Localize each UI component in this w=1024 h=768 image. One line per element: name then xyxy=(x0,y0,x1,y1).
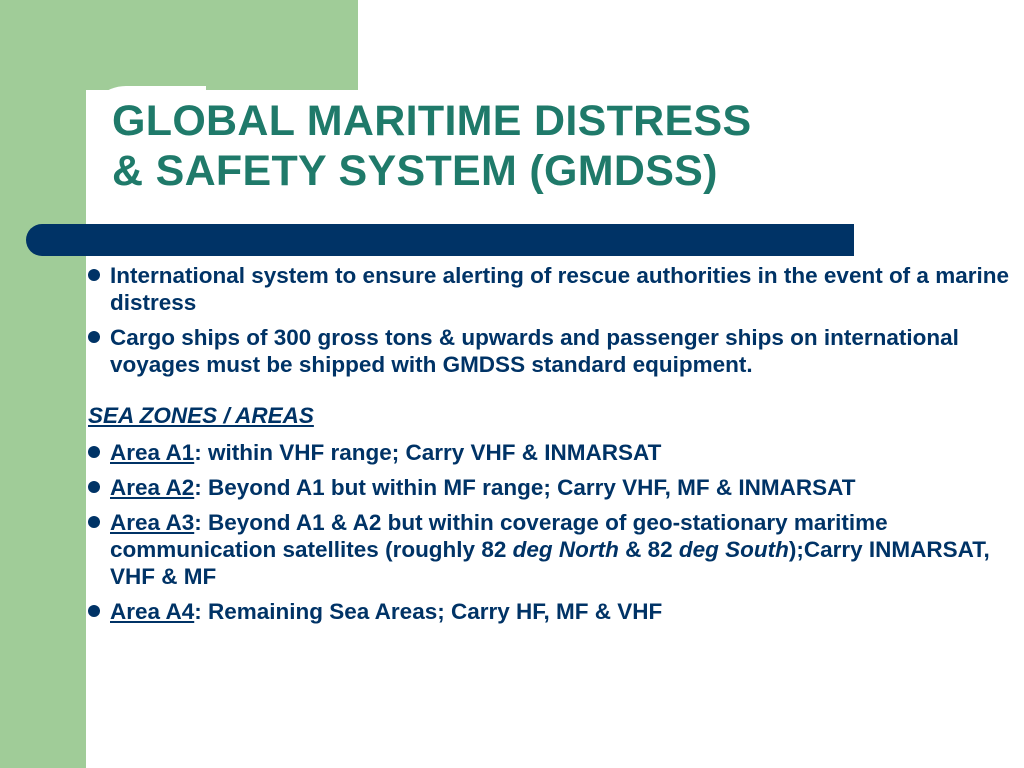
bullet-text: International system to ensure alerting of rescue authorities in the event of a marine distress xyxy=(110,263,1009,315)
area-name: Area A3 xyxy=(110,510,195,535)
area-description-italic: deg North xyxy=(512,537,619,562)
bullet-dot-icon xyxy=(88,331,100,343)
area-item-a3 xyxy=(88,509,1013,590)
slide-title xyxy=(112,96,992,196)
area-description: : Remaining Sea Areas; Carry HF, MF & VHF xyxy=(194,599,663,624)
slide-title-line-2: & SAFETY SYSTEM (GMDSS) xyxy=(112,147,718,195)
area-name: Area A2 xyxy=(110,475,195,500)
area-description-part: : Beyond A1 & A2 but within coverage of geo-stationary maritime communication satellites (roughly 82 xyxy=(110,510,888,562)
slide-title-line-1: GLOBAL MARITIME DISTRESS xyxy=(112,97,752,145)
area-description: : Beyond A1 but within MF range; Carry VHF, MF & INMARSAT xyxy=(194,475,856,500)
bullet-dot-icon xyxy=(88,446,100,458)
bullet-dot-icon xyxy=(88,516,100,528)
area-item-a4 xyxy=(88,598,1013,625)
area-description: : within VHF range; Carry VHF & INMARSAT xyxy=(194,440,662,465)
bullet-dot-icon xyxy=(88,605,100,617)
bullet-text: Cargo ships of 300 gross tons & upwards and passenger ships on international voyages must be shipped with GMDSS standard equipment. xyxy=(110,325,959,377)
area-item-a2 xyxy=(88,474,1013,501)
bullet-dot-icon xyxy=(88,481,100,493)
area-item-a1 xyxy=(88,439,1013,466)
bullet-dot-icon xyxy=(88,269,100,281)
area-description-italic: deg South xyxy=(678,537,789,562)
area-description-part: & 82 xyxy=(618,537,679,562)
area-name: Area A4 xyxy=(110,599,195,624)
bullet-item xyxy=(88,324,1013,378)
area-description-part: );Carry INMARSAT, VHF & MF xyxy=(110,537,990,589)
decor-green-left-band xyxy=(0,0,86,768)
section-heading: SEA ZONES / AREAS xyxy=(88,403,314,428)
slide-body xyxy=(88,262,1013,633)
bullet-item xyxy=(88,262,1013,316)
area-name: Area A1 xyxy=(110,440,195,465)
title-underline-bar xyxy=(26,224,854,256)
